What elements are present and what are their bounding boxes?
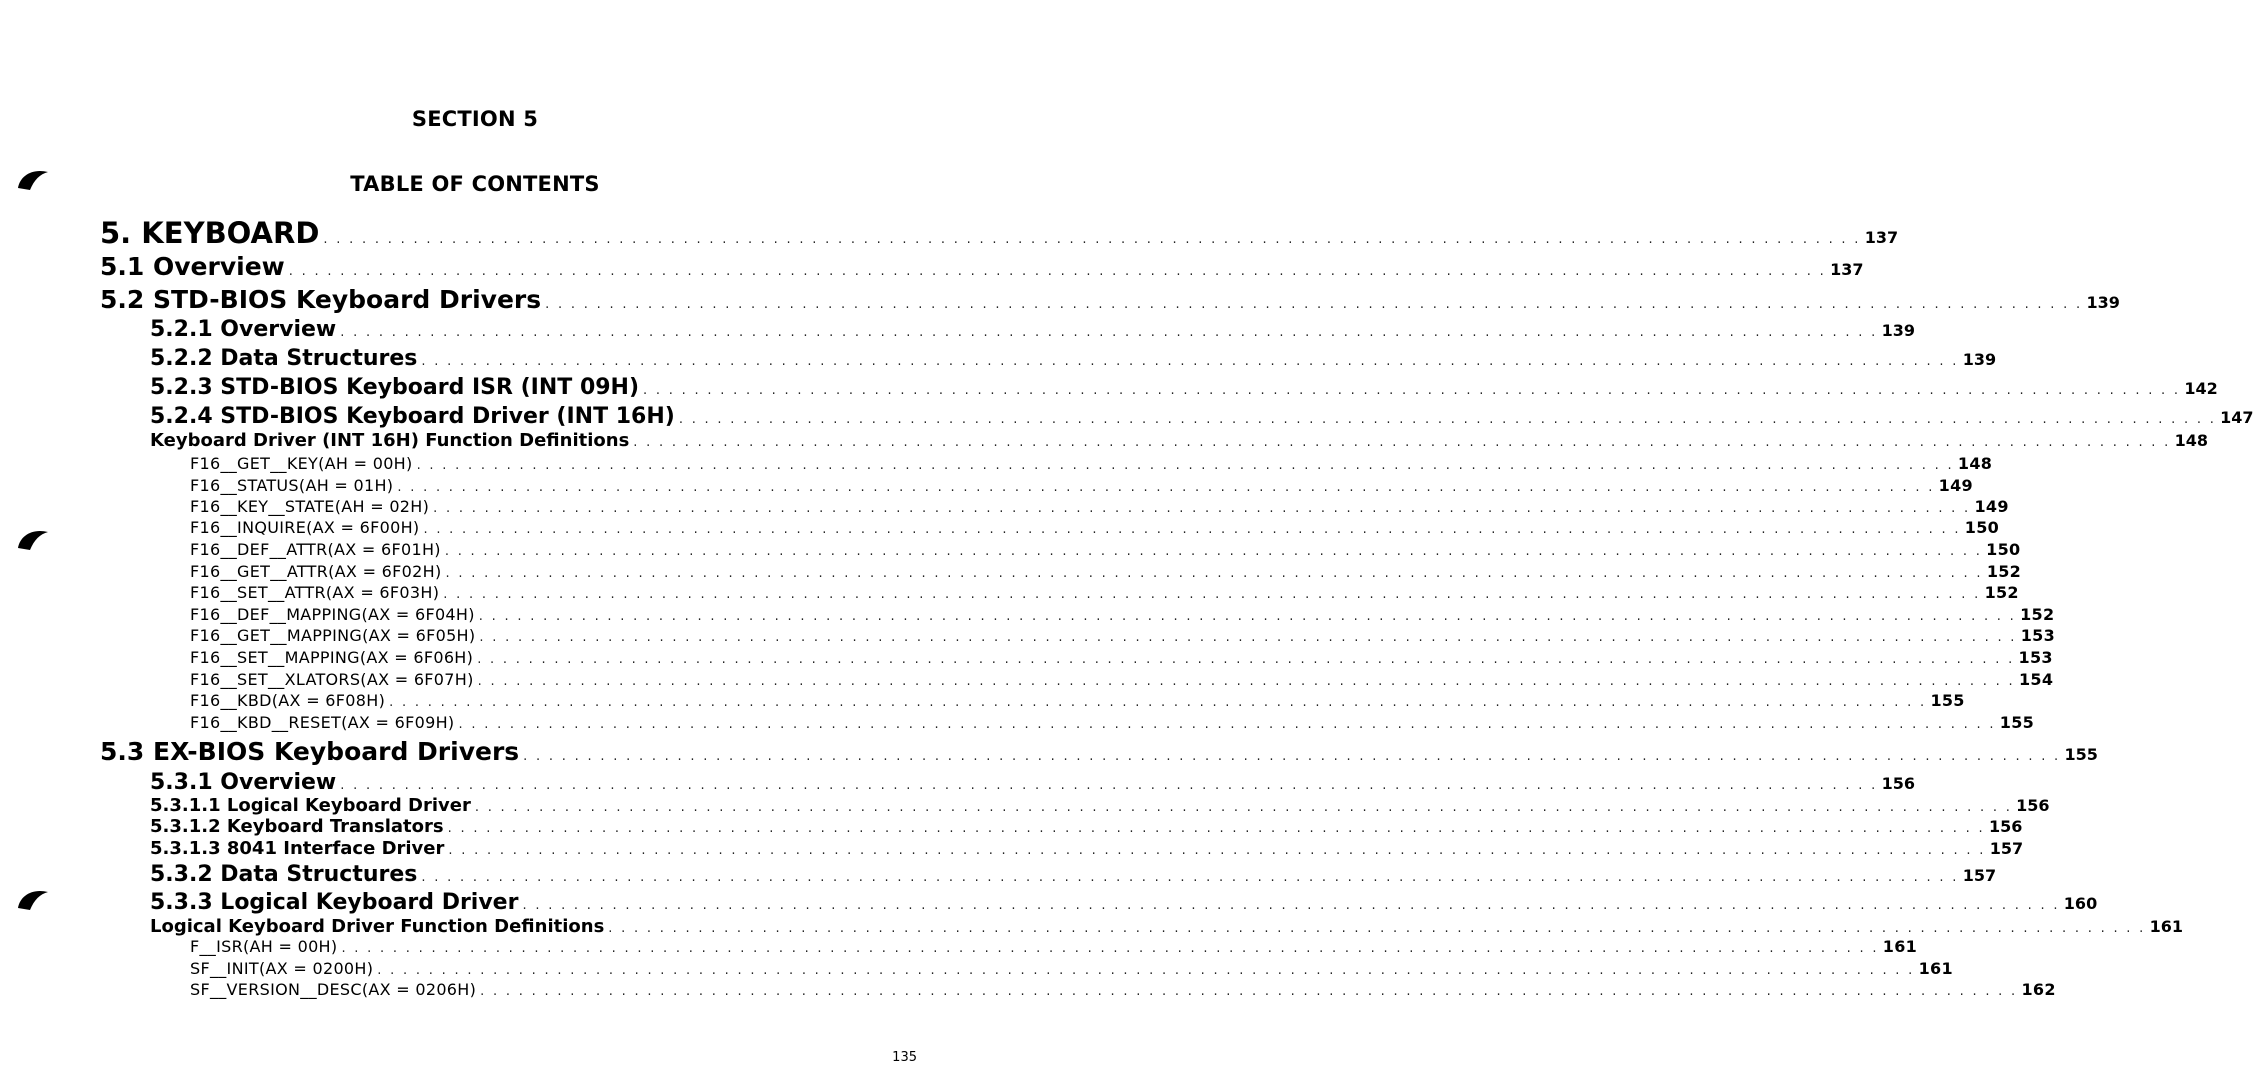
toc-entry-label: F16__DEF__MAPPING [190, 605, 362, 624]
toc-entry [150, 816, 2023, 837]
toc-entry-register-code: (AX = 6F06H) [359, 648, 474, 667]
toc-entry-page: 152 [2020, 605, 2055, 624]
toc-entry-dot-leader: . . . . . . . . . . . . . . . . . . . . . . . . . . . . . . . . . . . . . . . . . . . . . . . . . . . . . . . . . . . . . . . . . . . . . . . . . . . . . . . . . . . . . . . . . . . . . . . . . . . . . . . . . . . . . . . . . . . . . . . . [423, 522, 1961, 537]
toc-entry-dot-leader: . . . . . . . . . . . . . . . . . . . . . . . . . . . . . . . . . . . . . . . . . . . . . . . . . . . . . . . . . . . . . . . . . . . . . . . . . . . . . . . . . . . . . . . . . . . . . . . . . . . . . . . . . . . . . . . . . . . . . . . . [445, 566, 1983, 581]
toc-entry [190, 959, 1953, 978]
toc-entry-page: 161 [1918, 959, 1953, 978]
toc-entry-page: 156 [1988, 817, 2023, 836]
toc-entry-page: 153 [2020, 626, 2056, 645]
toc-entry-label: 5.2.1 Overview [150, 317, 337, 342]
toc-entry-page: 154 [2018, 670, 2054, 689]
toc-entry-dot-leader: . . . . . . . . . . . . . . . . . . . . . . . . . . . . . . . . . . . . . . . . . . . . . . . . . . . . . . . . . . . . . . . . . . . . . . . . . . . . . . . . . . . . . . . . . . . . . . . . . . . . . . . . . . . . . . . . . . . . . . . . [477, 652, 2015, 667]
toc-entry-label: SF__INIT [190, 959, 259, 978]
toc-entry-page: 161 [2149, 917, 2184, 936]
toc-entry-register-code: (AX = 6F02H) [328, 562, 442, 581]
toc-entry-register-code: (AX = 6F05H) [362, 626, 476, 645]
toc-entry-dot-leader: . . . . . . . . . . . . . . . . . . . . . . . . . . . . . . . . . . . . . . . . . . . . . . . . . . . . . . . . . . . . . . . . . . . . . . . . . . . . . . . . . . . . . . . . . . . . . . . . . . . . . . . . . . . . . . . . . . . . . . . . [447, 821, 1985, 836]
toc-entry-page: 155 [1930, 691, 1965, 710]
toc-entry-page: 137 [1830, 260, 1864, 279]
toc-entry [150, 890, 2098, 915]
toc-entry-page: 149 [1974, 497, 2009, 516]
toc-entry-dot-leader: . . . . . . . . . . . . . . . . . . . . . . . . . . . . . . . . . . . . . . . . . . . . . . . . . . . . . . . . . . . . . . . . . . . . . . . . . . . . . . . . . . . . . . . . . . . . . . . . . . . . . . . . . . . . . . . . . . . . . . . . [523, 749, 2061, 764]
toc-entry-dot-leader: . . . . . . . . . . . . . . . . . . . . . . . . . . . . . . . . . . . . . . . . . . . . . . . . . . . . . . . . . . . . . . . . . . . . . . . . . . . . . . . . . . . . . . . . . . . . . . . . . . . . . . . . . . . . . . . . . . . . . . . . [433, 501, 1971, 516]
toc-entry-dot-leader: . . . . . . . . . . . . . . . . . . . . . . . . . . . . . . . . . . . . . . . . . . . . . . . . . . . . . . . . . . . . . . . . . . . . . . . . . . . . . . . . . . . . . . . . . . . . . . . . . . . . . . . . . . . . . . . . . . . . . . . . [444, 544, 1983, 559]
toc-entry [150, 795, 2050, 816]
toc-entry-label: F16__SET__ATTR [190, 583, 326, 602]
toc-entry-page: 156 [2016, 796, 2050, 815]
toc-entry-dot-leader: . . . . . . . . . . . . . . . . . . . . . . . . . . . . . . . . . . . . . . . . . . . . . . . . . . . . . . . . . . . . . . . . . . . . . . . . . . . . . . . . . . . . . . . . . . . . . . . . . . . . . . . . . . . . . . . . . . . . . . . . [545, 297, 2083, 312]
toc-entry [190, 605, 2055, 624]
toc-entry-page: 148 [1957, 454, 1993, 473]
toc-entry-label: F16__KBD [190, 691, 272, 710]
toc-entry-page: 155 [2064, 745, 2098, 764]
toc-entry-page: 139 [1962, 350, 1997, 369]
toc-entry-label: 5.1 Overview [100, 252, 285, 281]
toc-entry-dot-leader: . . . . . . . . . . . . . . . . . . . . . . . . . . . . . . . . . . . . . . . . . . . . . . . . . . . . . . . . . . . . . . . . . . . . . . . . . . . . . . . . . . . . . . . . . . . . . . . . . . . . . . . . . . . . . . . . . . . . . . . . [389, 695, 1927, 710]
toc-entry [190, 540, 2021, 559]
toc-entry [190, 476, 1973, 495]
toc-entry-register-code: (AX = 6F03H) [325, 583, 440, 602]
toc-entry-register-code: (AX = 6F00H) [306, 518, 420, 537]
toc-entry-page: 150 [1964, 518, 2000, 537]
toc-entry-label: Keyboard Driver (INT 16H) Function Definitions [150, 430, 630, 451]
toc-entry [190, 497, 2009, 516]
toc-entry [150, 430, 2209, 451]
toc-entry [100, 216, 1899, 250]
toc-entry [100, 737, 2098, 766]
toc-entry-label: F16__GET__MAPPING [190, 626, 363, 645]
toc-entry-label: F16__INQUIRE [190, 518, 307, 537]
toc-entry [190, 648, 2053, 667]
toc-entry-label: 5. KEYBOARD [100, 216, 320, 250]
toc-title: TABLE OF CONTENTS [350, 172, 600, 196]
toc-entry-label: 5.2.4 STD-BIOS Keyboard Driver (INT 16H) [150, 404, 675, 429]
toc-entry-label: F16__SET__XLATORS [190, 670, 361, 689]
toc-entry-dot-leader: . . . . . . . . . . . . . . . . . . . . . . . . . . . . . . . . . . . . . . . . . . . . . . . . . . . . . . . . . . . . . . . . . . . . . . . . . . . . . . . . . . . . . . . . . . . . . . . . . . . . . . . . . . . . . . . . . . . . . . . . [678, 412, 2217, 427]
toc-entry-label: F16__KBD__RESET [190, 713, 342, 732]
toc-entry-dot-leader: . . . . . . . . . . . . . . . . . . . . . . . . . . . . . . . . . . . . . . . . . . . . . . . . . . . . . . . . . . . . . . . . . . . . . . . . . . . . . . . . . . . . . . . . . . . . . . . . . . . . . . . . . . . . . . . . . . . . . . . . [323, 232, 1861, 247]
toc-entry-dot-leader: . . . . . . . . . . . . . . . . . . . . . . . . . . . . . . . . . . . . . . . . . . . . . . . . . . . . . . . . . . . . . . . . . . . . . . . . . . . . . . . . . . . . . . . . . . . . . . . . . . . . . . . . . . . . . . . . . . . . . . . . [458, 717, 1996, 732]
toc-entry-label: 5.3.2 Data Structures [150, 862, 418, 887]
toc-entry-label: Logical Keyboard Driver Function Definitions [150, 916, 605, 937]
toc-entry-dot-leader: . . . . . . . . . . . . . . . . . . . . . . . . . . . . . . . . . . . . . . . . . . . . . . . . . . . . . . . . . . . . . . . . . . . . . . . . . . . . . . . . . . . . . . . . . . . . . . . . . . . . . . . . . . . . . . . . . . . . . . . . [340, 325, 1878, 340]
toc-entry-dot-leader: . . . . . . . . . . . . . . . . . . . . . . . . . . . . . . . . . . . . . . . . . . . . . . . . . . . . . . . . . . . . . . . . . . . . . . . . . . . . . . . . . . . . . . . . . . . . . . . . . . . . . . . . . . . . . . . . . . . . . . . . [421, 354, 1959, 369]
toc-entry-page: 137 [1864, 228, 1899, 247]
toc-entry-register-code: (AX = 6F07H) [360, 670, 474, 689]
toc-entry-dot-leader: . . . . . . . . . . . . . . . . . . . . . . . . . . . . . . . . . . . . . . . . . . . . . . . . . . . . . . . . . . . . . . . . . . . . . . . . . . . . . . . . . . . . . . . . . . . . . . . . . . . . . . . . . . . . . . . . . . . . . . . . [448, 843, 1986, 858]
toc-entry-label: 5.3.3 Logical Keyboard Driver [150, 890, 519, 915]
toc-entry-page: 139 [2086, 293, 2120, 312]
toc-entry-label: F__ISR [190, 937, 243, 956]
toc-entry-page: 139 [1881, 321, 1915, 340]
toc-entry [190, 562, 2022, 581]
toc-entry [190, 583, 2019, 602]
toc-entry-dot-leader: . . . . . . . . . . . . . . . . . . . . . . . . . . . . . . . . . . . . . . . . . . . . . . . . . . . . . . . . . . . . . . . . . . . . . . . . . . . . . . . . . . . . . . . . . . . . . . . . . . . . . . . . . . . . . . . . . . . . . . . . [341, 941, 1879, 956]
toc-entry-label: F16__GET__ATTR [190, 562, 329, 581]
toc-entry-dot-leader: . . . . . . . . . . . . . . . . . . . . . . . . . . . . . . . . . . . . . . . . . . . . . . . . . . . . . . . . . . . . . . . . . . . . . . . . . . . . . . . . . . . . . . . . . . . . . . . . . . . . . . . . . . . . . . . . . . . . . . . . [478, 609, 2017, 624]
toc-entry [100, 285, 2120, 314]
toc-entry-label: 5.3 EX-BIOS Keyboard Drivers [100, 737, 520, 766]
toc-entry-register-code: (AX = 0206H) [361, 980, 477, 999]
toc-entry-page: 142 [2184, 379, 2218, 398]
toc-entry [190, 518, 2000, 537]
toc-entry-register-code: (AX = 6F01H) [327, 540, 441, 559]
toc-entry-label: SF__VERSION__DESC [190, 980, 362, 999]
toc-entry [150, 317, 1915, 342]
toc-entry-dot-leader: . . . . . . . . . . . . . . . . . . . . . . . . . . . . . . . . . . . . . . . . . . . . . . . . . . . . . . . . . . . . . . . . . . . . . . . . . . . . . . . . . . . . . . . . . . . . . . . . . . . . . . . . . . . . . . . . . . . . . . . . [421, 870, 1959, 885]
toc-entry [150, 916, 2184, 937]
toc-entry-label: 5.3.1 Overview [150, 770, 337, 795]
toc-entry-label: 5.2.2 Data Structures [150, 346, 418, 371]
toc-entry-dot-leader: . . . . . . . . . . . . . . . . . . . . . . . . . . . . . . . . . . . . . . . . . . . . . . . . . . . . . . . . . . . . . . . . . . . . . . . . . . . . . . . . . . . . . . . . . . . . . . . . . . . . . . . . . . . . . . . . . . . . . . . . [522, 898, 2060, 913]
toc-entry-label: 5.3.1.1 Logical Keyboard Driver [150, 795, 471, 816]
toc-entry-register-code: (AX = 0200H) [258, 959, 374, 978]
toc-entry [150, 862, 1997, 887]
toc-entry [150, 375, 2218, 400]
toc-entry-dot-leader: . . . . . . . . . . . . . . . . . . . . . . . . . . . . . . . . . . . . . . . . . . . . . . . . . . . . . . . . . . . . . . . . . . . . . . . . . . . . . . . . . . . . . . . . . . . . . . . . . . . . . . . . . . . . . . . . . . . . . . . . [608, 921, 2146, 936]
toc-entry [190, 670, 2054, 689]
section-heading: SECTION 5 [411, 107, 539, 131]
toc-entry-page: 147 [2220, 408, 2254, 427]
toc-entry-dot-leader: . . . . . . . . . . . . . . . . . . . . . . . . . . . . . . . . . . . . . . . . . . . . . . . . . . . . . . . . . . . . . . . . . . . . . . . . . . . . . . . . . . . . . . . . . . . . . . . . . . . . . . . . . . . . . . . . . . . . . . . . [474, 800, 2013, 815]
toc-entry-label: F16__SET__MAPPING [190, 648, 360, 667]
toc-entry-dot-leader: . . . . . . . . . . . . . . . . . . . . . . . . . . . . . . . . . . . . . . . . . . . . . . . . . . . . . . . . . . . . . . . . . . . . . . . . . . . . . . . . . . . . . . . . . . . . . . . . . . . . . . . . . . . . . . . . . . . . . . . . [340, 778, 1878, 793]
toc-entry-label: 5.2 STD-BIOS Keyboard Drivers [100, 285, 542, 314]
toc-entry-label: F16__GET__KEY [190, 454, 319, 473]
toc-entry-page: 152 [1984, 583, 2019, 602]
page-number: 135 [892, 1050, 917, 1065]
toc-entry-dot-leader: . . . . . . . . . . . . . . . . . . . . . . . . . . . . . . . . . . . . . . . . . . . . . . . . . . . . . . . . . . . . . . . . . . . . . . . . . . . . . . . . . . . . . . . . . . . . . . . . . . . . . . . . . . . . . . . . . . . . . . . . [377, 963, 1915, 978]
toc-entry-dot-leader: . . . . . . . . . . . . . . . . . . . . . . . . . . . . . . . . . . . . . . . . . . . . . . . . . . . . . . . . . . . . . . . . . . . . . . . . . . . . . . . . . . . . . . . . . . . . . . . . . . . . . . . . . . . . . . . . . . . . . . . . [480, 984, 2018, 999]
toc-entry-dot-leader: . . . . . . . . . . . . . . . . . . . . . . . . . . . . . . . . . . . . . . . . . . . . . . . . . . . . . . . . . . . . . . . . . . . . . . . . . . . . . . . . . . . . . . . . . . . . . . . . . . . . . . . . . . . . . . . . . . . . . . . . [479, 630, 2017, 645]
toc-entry-page: 152 [1986, 562, 2022, 581]
toc-entry [190, 626, 2056, 645]
toc-entry-register-code: (AH = 01H) [298, 476, 394, 495]
toc-entry-register-code: (AH = 02H) [334, 497, 430, 516]
toc-entry-page: 157 [1989, 839, 2024, 858]
toc-entry [150, 346, 1997, 371]
toc-entry [150, 770, 1915, 795]
toc-entry-page: 149 [1938, 476, 1973, 495]
toc-entry-page: 150 [1986, 540, 2021, 559]
toc-entry [190, 691, 1965, 710]
toc-entry-page: 153 [2018, 648, 2053, 667]
toc-entry-register-code: (AH = 00H) [243, 937, 338, 956]
toc-entry-page: 160 [2063, 894, 2098, 913]
toc-entry-register-code: (AH = 00H) [318, 454, 413, 473]
toc-entry-dot-leader: . . . . . . . . . . . . . . . . . . . . . . . . . . . . . . . . . . . . . . . . . . . . . . . . . . . . . . . . . . . . . . . . . . . . . . . . . . . . . . . . . . . . . . . . . . . . . . . . . . . . . . . . . . . . . . . . . . . . . . . . [477, 674, 2015, 689]
toc-entry-dot-leader: . . . . . . . . . . . . . . . . . . . . . . . . . . . . . . . . . . . . . . . . . . . . . . . . . . . . . . . . . . . . . . . . . . . . . . . . . . . . . . . . . . . . . . . . . . . . . . . . . . . . . . . . . . . . . . . . . . . . . . . . [643, 383, 2181, 398]
toc-entry-page: 162 [2021, 980, 2056, 999]
toc-entry-label: 5.3.1.3 8041 Interface Driver [150, 838, 445, 859]
toc-entry-page: 155 [1999, 713, 2035, 732]
toc-entry-label: 5.3.1.2 Keyboard Translators [150, 816, 444, 837]
toc-entry-label: F16__KEY__STATE [190, 497, 335, 516]
toc-entry-page: 157 [1962, 866, 1997, 885]
toc-entry-dot-leader: . . . . . . . . . . . . . . . . . . . . . . . . . . . . . . . . . . . . . . . . . . . . . . . . . . . . . . . . . . . . . . . . . . . . . . . . . . . . . . . . . . . . . . . . . . . . . . . . . . . . . . . . . . . . . . . . . . . . . . . . [288, 264, 1827, 279]
toc-entry-label: F16__DEF__ATTR [190, 540, 328, 559]
toc-entry [100, 252, 1864, 281]
toc-entry-register-code: (AX = 6F08H) [271, 691, 386, 710]
toc-entry [190, 937, 1918, 956]
toc-entry-dot-leader: . . . . . . . . . . . . . . . . . . . . . . . . . . . . . . . . . . . . . . . . . . . . . . . . . . . . . . . . . . . . . . . . . . . . . . . . . . . . . . . . . . . . . . . . . . . . . . . . . . . . . . . . . . . . . . . . . . . . . . . . [416, 458, 1954, 473]
toc-entry [150, 838, 2024, 859]
toc-entry-dot-leader: . . . . . . . . . . . . . . . . . . . . . . . . . . . . . . . . . . . . . . . . . . . . . . . . . . . . . . . . . . . . . . . . . . . . . . . . . . . . . . . . . . . . . . . . . . . . . . . . . . . . . . . . . . . . . . . . . . . . . . . . [443, 587, 1981, 602]
toc-entry-register-code: (AX = 6F04H) [361, 605, 475, 624]
toc-entry-register-code: (AX = 6F09H) [341, 713, 455, 732]
toc-entry-dot-leader: . . . . . . . . . . . . . . . . . . . . . . . . . . . . . . . . . . . . . . . . . . . . . . . . . . . . . . . . . . . . . . . . . . . . . . . . . . . . . . . . . . . . . . . . . . . . . . . . . . . . . . . . . . . . . . . . . . . . . . . . [397, 480, 1935, 495]
toc-entry-page: 161 [1882, 937, 1918, 956]
toc-entry-label: F16__STATUS [190, 476, 299, 495]
toc-entry-page: 156 [1881, 774, 1915, 793]
toc-entry-dot-leader: . . . . . . . . . . . . . . . . . . . . . . . . . . . . . . . . . . . . . . . . . . . . . . . . . . . . . . . . . . . . . . . . . . . . . . . . . . . . . . . . . . . . . . . . . . . . . . . . . . . . . . . . . . . . . . . . . . . . . . . . [633, 435, 2171, 450]
toc-entry [190, 454, 1993, 473]
toc-entry-page: 148 [2174, 431, 2209, 450]
toc-entry [190, 713, 2035, 732]
toc-entry [150, 404, 2254, 429]
toc-entry [190, 980, 2056, 999]
toc-entry-label: 5.2.3 STD-BIOS Keyboard ISR (INT 09H) [150, 375, 640, 400]
